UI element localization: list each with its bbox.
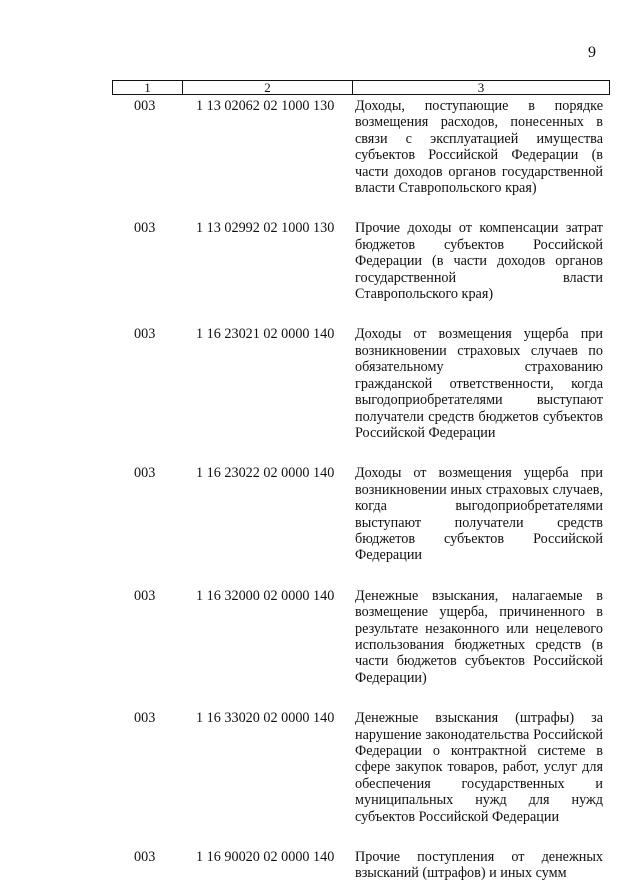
admin-code: 003 — [134, 849, 156, 866]
admin-code: 003 — [134, 465, 156, 482]
table-row — [112, 465, 610, 563]
budget-code: 1 16 90020 02 0000 140 — [196, 849, 335, 866]
budget-code: 1 16 23022 02 0000 140 — [196, 465, 335, 482]
table-row — [112, 588, 610, 686]
table-row — [112, 220, 610, 302]
header-col-2: 2 — [183, 81, 353, 94]
income-description: Доходы от возмещения ущерба при возникновении страховых случаев по обязательному страхованию гражданской ответственности, когда выгодоприобретателями выступают получатели средств бюджетов субъектов Российской Федерации — [355, 326, 603, 441]
table-row — [112, 326, 610, 441]
budget-code: 1 16 32000 02 0000 140 — [196, 587, 335, 604]
income-description: Прочие доходы от компенсации затрат бюджетов субъектов Российской Федерации (в части доходов органов государственной власти Ставропольского края) — [355, 220, 603, 303]
table-row — [112, 849, 610, 882]
table-body — [112, 98, 610, 882]
header-col-1: 1 — [113, 81, 183, 94]
table-row — [112, 98, 610, 196]
income-description: Денежные взыскания, налагаемые в возмещение ущерба, причиненного в результате незаконного или нецелевого использования бюджетных средств (в части бюджетов субъектов Российской Федерации) — [355, 587, 603, 686]
income-description: Прочие поступления от денежных взысканий (штрафов) и иных сумм — [355, 849, 603, 882]
admin-code: 003 — [134, 587, 156, 604]
admin-code: 003 — [134, 98, 156, 114]
header-col-3: 3 — [477, 80, 485, 95]
budget-code: 1 13 02062 02 1000 130 — [196, 98, 335, 114]
income-description: Денежные взыскания (штрафы) за нарушение законодательства Российской Федерации о контрактной системе в сфере закупок товаров, работ, услуг для обеспечения государственных и муниципальных нужд для нужд субъектов Российской Федерации — [355, 710, 603, 825]
income-description: Доходы, поступающие в порядке возмещения расходов, понесенных в связи с эксплуатацией имущества субъектов Российской Федерации (в части доходов органов государственной власти Ставропольского края) — [355, 98, 603, 197]
budget-code: 1 13 02992 02 1000 130 — [196, 220, 335, 237]
admin-code: 003 — [134, 220, 156, 237]
table-header — [112, 80, 610, 95]
income-description: Доходы от возмещения ущерба при возникновении иных страховых случаев, когда выгодоприобретателями выступают получатели средств бюджетов субъектов Российской Федерации — [355, 465, 603, 564]
budget-code: 1 16 23021 02 0000 140 — [196, 326, 335, 343]
admin-code: 003 — [134, 326, 156, 343]
admin-code: 003 — [134, 710, 156, 727]
budget-code: 1 16 33020 02 0000 140 — [196, 710, 335, 727]
table-row — [112, 710, 610, 825]
page-number: 9 — [588, 44, 596, 61]
